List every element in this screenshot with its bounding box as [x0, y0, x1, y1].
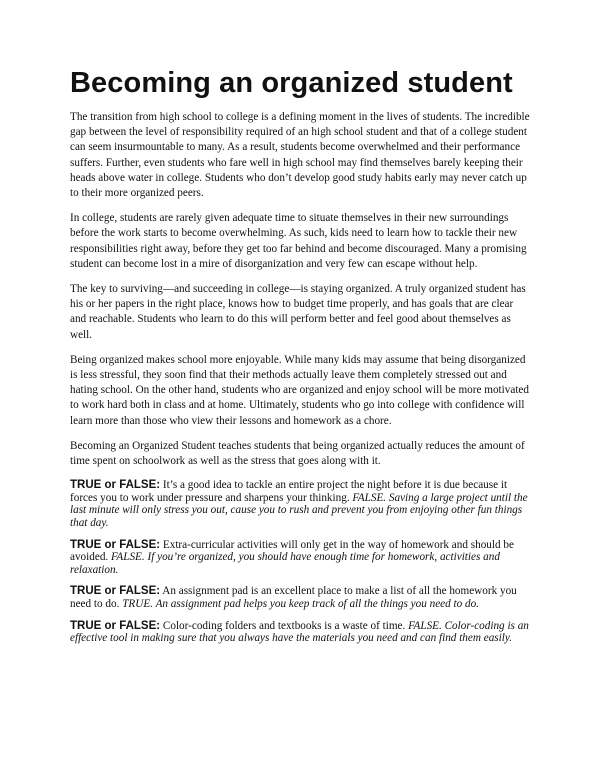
quiz-question: An assignment pad is an excellent place to make a list of all the homework you need to do. — [70, 585, 517, 611]
quiz-label: TRUE or FALSE: — [70, 479, 161, 492]
quiz-question: It’s a good idea to tackle an entire project the night before it is due because it forces you to work under pressure and sharpens your thinking. — [70, 479, 508, 504]
quiz-answer: TRUE. An assignment pad helps you keep track of all the things you need to do. — [122, 598, 480, 611]
document-page — [70, 66, 532, 654]
quiz-answer: FALSE. Color-coding is an effective tool in making sure that you always have the materials you need and can find them easily. — [70, 619, 529, 645]
quiz-item — [70, 620, 532, 645]
quiz-label: TRUE or FALSE: — [70, 585, 161, 598]
body-paragraph: Becoming an Organized Student teaches students that being organized actually reduces the amount of time spent on schoolwork as well as the stress that goes along with it. — [70, 439, 525, 468]
quiz-question: Extra-curricular activities will only get in the way of homework and should be avoided. — [70, 538, 514, 564]
quiz-question: Color-coding folders and textbooks is a waste of time. — [160, 619, 409, 632]
quiz-answer: FALSE. If you’re organized, you should have enough time for homework, activities and relaxation. — [70, 551, 500, 576]
body-paragraph: In college, students are rarely given adequate time to situate themselves in their new surroundings before the work starts to become overwhelming. As such, kids need to learn how to tackle their new responsibilities right away, before they get too far behind and become discouraged. Many a promising student can become lost in a mire of disorganization and very few can escape without help. — [70, 212, 527, 270]
quiz-label: TRUE or FALSE: — [70, 619, 161, 632]
quiz-answer: FALSE. Saving a large project until the last minute will only stress you out, cause you to rush and prevent you from enjoying other fun things that day. — [70, 491, 528, 530]
document-title: Becoming an organized student — [70, 67, 513, 99]
body-paragraph: Being organized makes school more enjoyable. While many kids may assume that being disorganized is less stressful, they soon find that their methods actually leave them completely stressed out and hating school. On the other hand, students who are organized and enjoy school will be more motivated to work hard both in class and at home. Ultimately, students who go into college with confidence will learn more than those who view their lessons and homework as a chore. — [70, 353, 529, 427]
quiz-item — [70, 539, 532, 577]
quiz-label: TRUE or FALSE: — [70, 538, 161, 551]
body-paragraph: The key to surviving—and succeeding in college—is staying organized. A truly organized student has his or her papers in the right place, knows how to budget time properly, and has goals that are clear and reachable. Students who learn to do this will perform better and feel good about themselves as well. — [70, 283, 526, 341]
quiz-item — [70, 479, 532, 529]
quiz-item — [70, 585, 532, 610]
body-paragraph: The transition from high school to college is a defining moment in the lives of students. The incredible gap between the level of responsibility required of an high school student and that of a college student can seem insurmountable to many. As a result, students become overwhelmed and their performance suffers. Further, even students who fare well in high school may find themselves barely keeping their heads above water in college. Students who don’t develop good study habits early may never catch up to their more organized peers. — [70, 111, 530, 200]
